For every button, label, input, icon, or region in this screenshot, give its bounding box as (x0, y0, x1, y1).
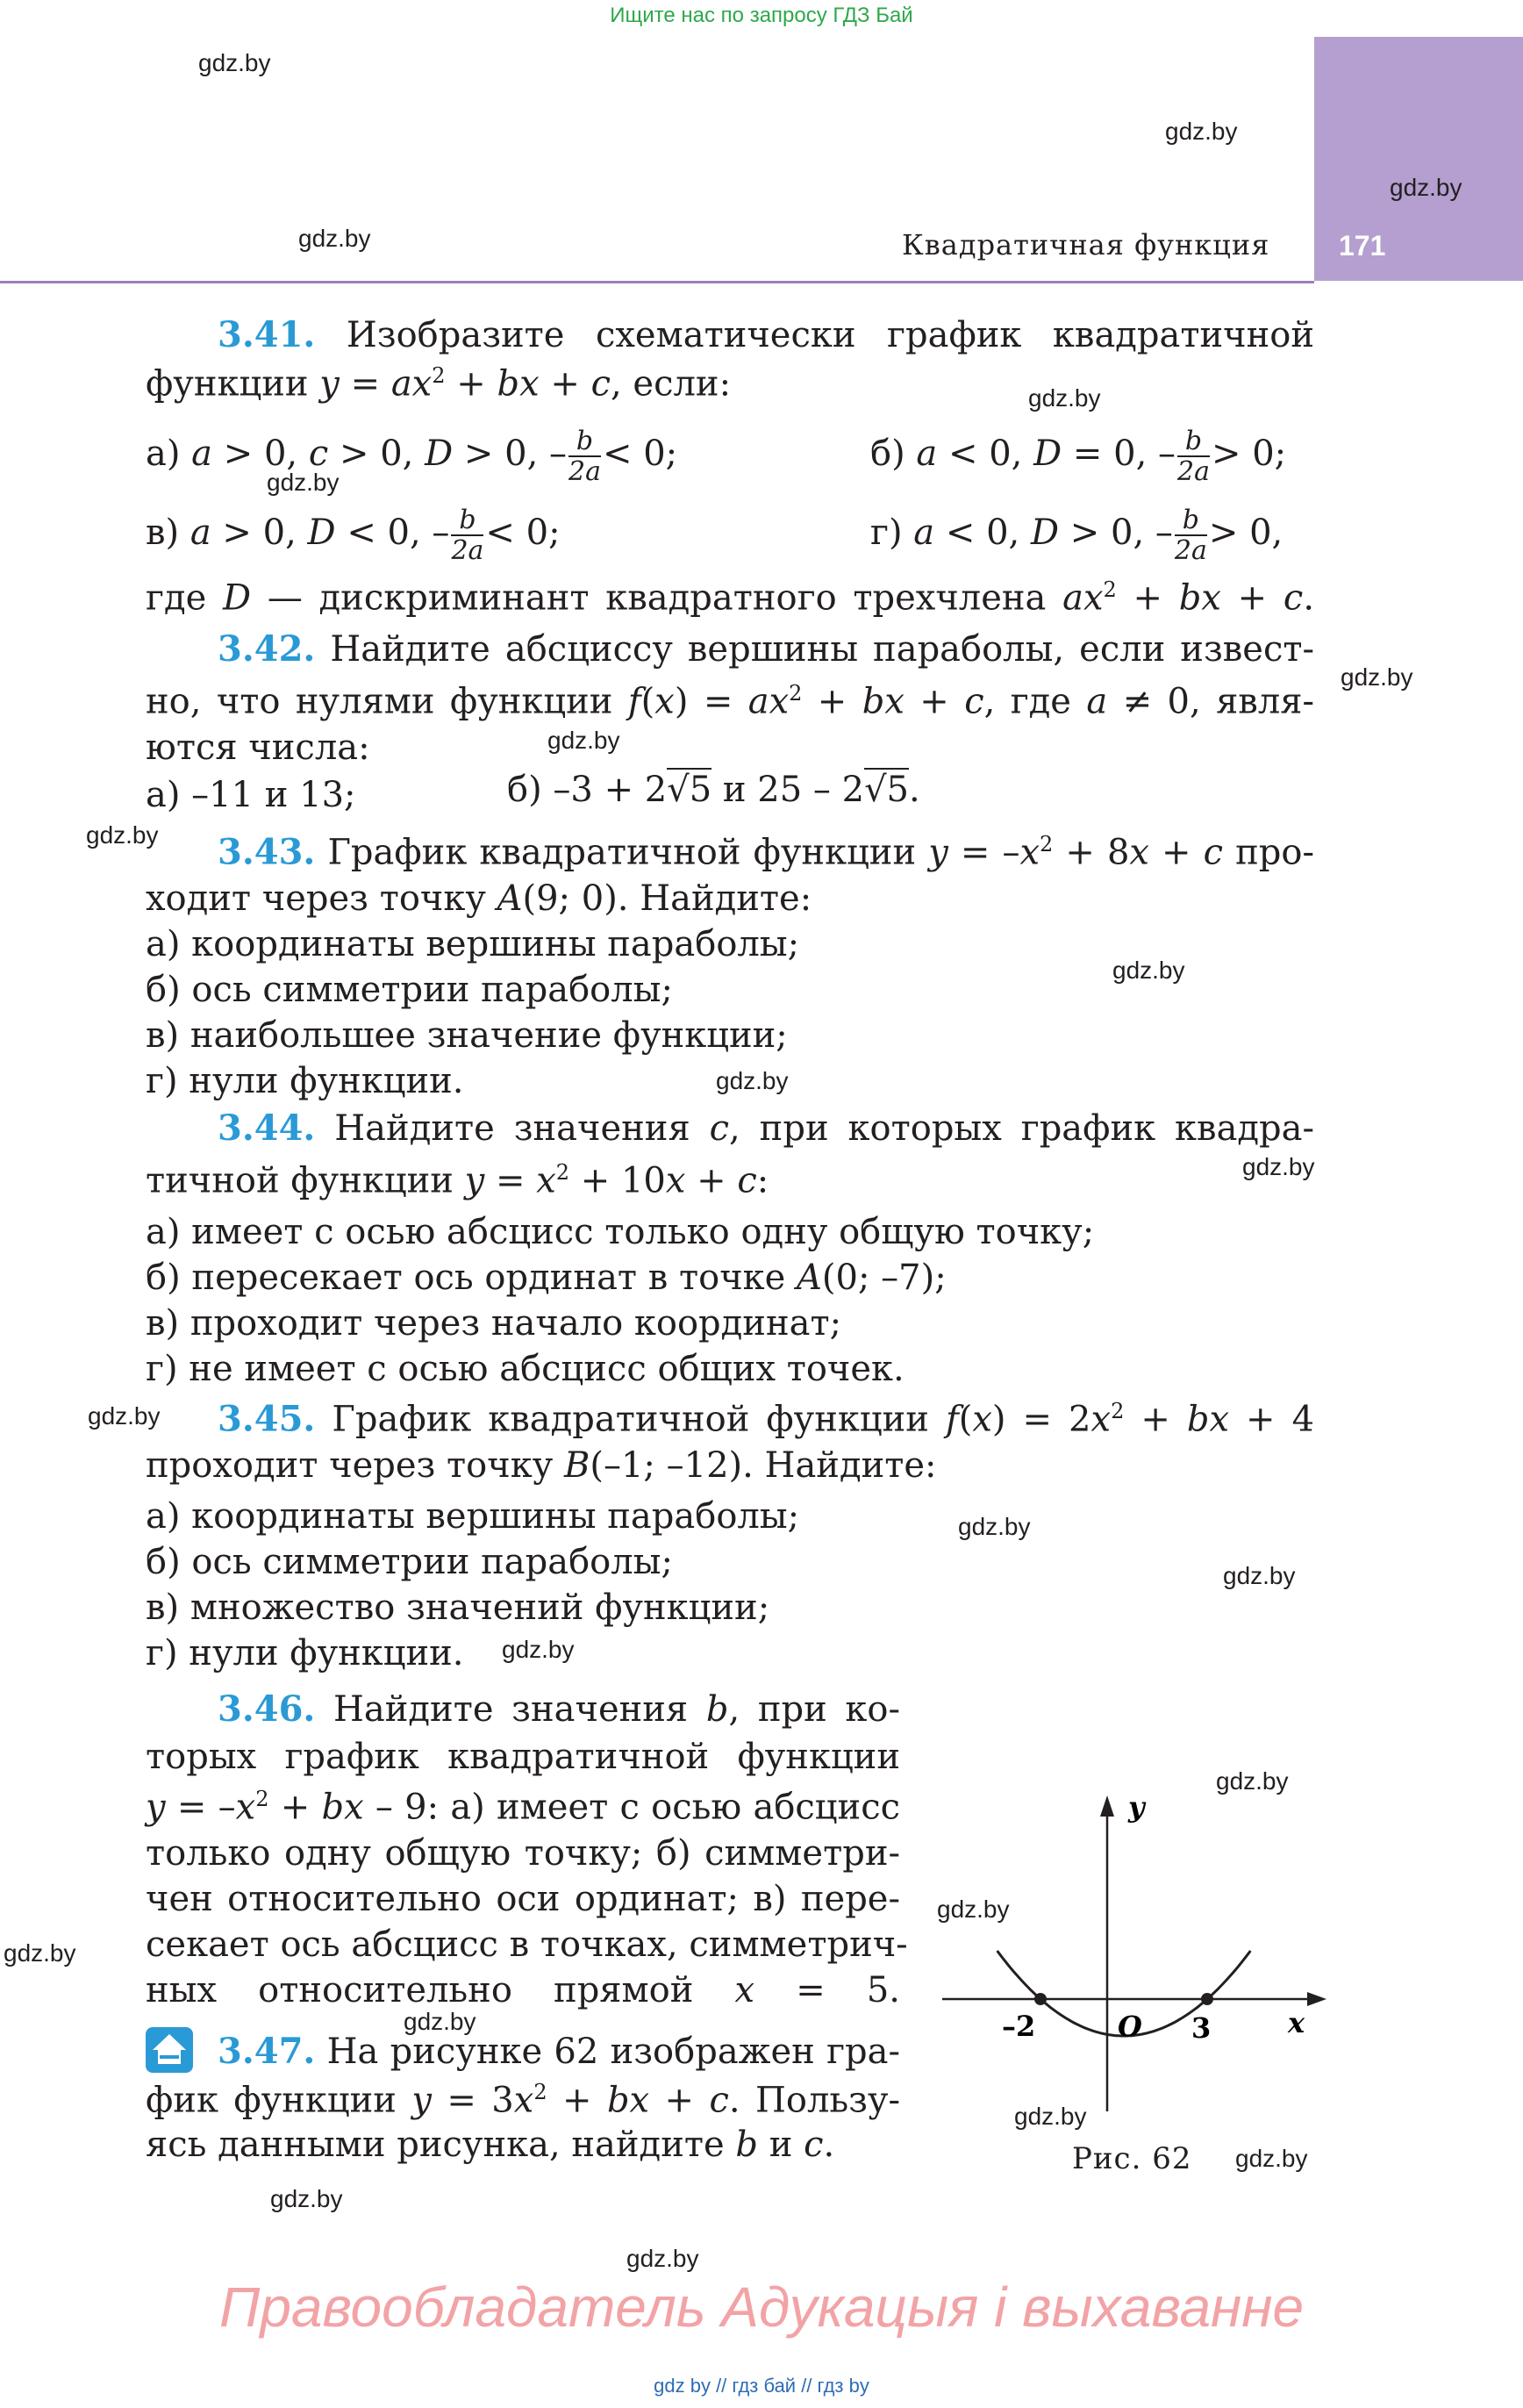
text: б) пересекает ось ординат в точке (146, 1258, 797, 1298)
item-label: г) (870, 512, 903, 553)
watermark: gdz.by (1341, 663, 1413, 691)
x-axis-label: x (1288, 2006, 1305, 2039)
watermark: gdz.by (1235, 2145, 1308, 2172)
problem-3-45-item: б) ось симметрии параболы; (146, 1542, 673, 1582)
text: , при которых график квадра- (729, 1108, 1315, 1149)
watermark: gdz.by (1216, 1767, 1289, 1795)
watermark: gdz.by (270, 2185, 343, 2212)
watermark: gdz.by (1223, 1562, 1296, 1589)
problem-3-42-line-3: ются числа: (146, 727, 370, 768)
fraction: $\frac{b}{2a}$ (568, 426, 601, 487)
watermark: gdz.by (1028, 384, 1101, 412)
parabola-figure (930, 1781, 1334, 2132)
watermark: gdz.by (298, 225, 371, 252)
problem-number: 3.44. (218, 1107, 316, 1149)
watermark: gdz.by (1112, 957, 1185, 984)
origin-label: O (1118, 2010, 1142, 2043)
watermark: gdz.by (88, 1402, 161, 1430)
problem-number: 3.47. (218, 2031, 316, 2072)
text: функции (146, 363, 309, 405)
problem-3-44-line-1: 3.44. Найдите значения c, при которых график квадра- (218, 1107, 1315, 1149)
problem-number: 3.41. (218, 314, 316, 355)
text: Найдите значения (334, 1108, 690, 1149)
problem-3-45-item: в) множество значений функции; (146, 1587, 770, 1628)
problem-3-41-line-2: функции $y = ax^2$ + bx + c, если: (146, 363, 732, 405)
text: Найдите абсциссу вершины параболы, если извест- (330, 629, 1315, 670)
y-axis-label: y (1128, 1790, 1145, 1824)
problem-3-41-line-1 (146, 314, 1315, 355)
problem-3-42-item-b: б) –3 + 2√5 и 25 – 2√5. (507, 770, 920, 810)
problem-3-47-line-1 (146, 2031, 900, 2072)
watermark: gdz.by (626, 2245, 699, 2272)
text: тичной функции (146, 1160, 454, 1201)
problem-3-41-item-g: г) a < 0, D > 0, – $\frac{b}{2a}$ > 0, (870, 505, 1283, 566)
watermark: gdz.by (404, 2008, 476, 2035)
problem-number: 3.46. (218, 1688, 316, 1730)
problem-3-43-line-1: 3.43. График квадратичной функции $y = -x^2 + 8x + c$ про- (218, 831, 1314, 873)
root-point-right (1201, 1993, 1213, 2005)
text: ных относительно прямой (146, 1970, 694, 2010)
problem-3-44-item: б) пересекает ось ординат в точке A(0; –7); (146, 1258, 947, 1298)
text: и 25 – 2 (711, 770, 865, 810)
watermark: gdz.by (1390, 174, 1462, 201)
text: : а) имеет с осью абсцисс (426, 1787, 900, 1828)
text: Найдите значения (333, 1689, 689, 1730)
problem-3-44-line-2: тичной функции $y = x^2 + 10x + c$: (146, 1160, 769, 1201)
fraction: $\frac{b}{2a}$ (1174, 505, 1207, 566)
running-title: Квадратичная функция (902, 228, 1270, 262)
problem-3-46-line-2: торых график квадратичной функции (146, 1737, 900, 1777)
text: про- (1235, 832, 1314, 873)
text: — дискриминант квадратного трехчлена (267, 577, 1047, 619)
problem-number: 3.45. (218, 1398, 316, 1440)
text: проходит через точку (146, 1445, 554, 1486)
problem-3-46-line-4: только одну общую точку; б) симметри- (146, 1833, 900, 1874)
problem-3-45-item: а) координаты вершины параболы; (146, 1496, 800, 1537)
x-axis-arrow (1307, 1992, 1326, 2006)
figure-caption: Рис. 62 (1072, 2141, 1192, 2176)
text: но, что нулями функции (146, 681, 613, 722)
footer-links[interactable]: gdz by // гдз бай // гдз by (654, 2375, 869, 2397)
fraction: $\frac{b}{2a}$ (1177, 426, 1210, 487)
text: . (909, 770, 920, 810)
problem-3-45-item: г) нули функции. (146, 1633, 464, 1673)
problem-3-45-line-1: 3.45. График квадратичной функции $f(x) = 2x^2$ + bx + 4 (218, 1398, 1315, 1440)
problem-3-45-line-2: проходит через точку B(–1; –12). Найдите: (146, 1445, 937, 1486)
watermark: gdz.by (1242, 1153, 1315, 1180)
problem-3-41-item-v: в) a > 0, D < 0, – $\frac{b}{2a}$ < 0; (146, 505, 561, 566)
problem-3-41-item-a: а) a > 0, c > 0, D > 0, – $\frac{b}{2a}$ < 0; (146, 426, 678, 487)
text: и (769, 2125, 793, 2165)
root-right-label: 3 (1191, 2011, 1212, 2045)
problem-3-42-line-2: но, что нулями функции $f(x) = ax^2$ + bx + c, где a ≠ 0, явля- (146, 681, 1314, 722)
fraction: $\frac{b}{2a}$ (451, 505, 484, 566)
watermark: gdz.by (937, 1896, 1010, 1923)
root-left-label: –2 (1002, 2010, 1036, 2043)
text: , при ко- (728, 1689, 901, 1730)
watermark: gdz.by (198, 49, 271, 76)
problem-3-46-line-7: ных относительно прямой x = 5. (146, 1970, 901, 2010)
item-label: б) (870, 434, 905, 474)
problem-3-47-line-3: ясь данными рисунка, найдите b и c. (146, 2125, 835, 2165)
problem-number: 3.42. (218, 628, 316, 670)
problem-3-44-item: а) имеет с осью абсцисс только одну общую точку; (146, 1212, 1095, 1252)
text: На рисунке 62 изображен гра- (326, 2032, 900, 2072)
page-number: 171 (1339, 230, 1386, 262)
text: где (146, 577, 207, 619)
problem-number: 3.43. (218, 831, 316, 873)
header-rule (0, 281, 1314, 283)
text: График квадратичной функции (332, 1399, 929, 1440)
problem-3-41-tail: где D — дискриминант квадратного трехчлена $ax^2$ + bx + c. (146, 577, 1315, 619)
watermark: gdz.by (958, 1513, 1031, 1540)
problem-3-47-line-2: фик функции $y = 3x^2$ + bx + c. Пользу- (146, 2080, 901, 2121)
text: фик функции (146, 2080, 397, 2121)
problem-3-46-line-3: $y = -x^2$ + bx – 9: а) имеет с осью абсцисс (146, 1787, 900, 1828)
problem-3-42-line-1 (146, 628, 1315, 670)
problem-3-44-item: в) проходит через начало координат; (146, 1303, 842, 1344)
watermark: gdz.by (502, 1636, 575, 1663)
problem-3-46-line-1: 3.46. Найдите значения b, при ко- (218, 1688, 901, 1730)
problem-3-46-line-5: чен относительно оси ординат; в) пере- (146, 1879, 900, 1919)
problem-3-43-line-2: ходит через точку A(9; 0). Найдите: (146, 878, 812, 919)
text: График квадратичной функции (327, 832, 917, 873)
watermark: gdz.by (86, 821, 159, 849)
watermark: gdz.by (716, 1067, 789, 1094)
item-label: а) (146, 434, 181, 474)
text: б) –3 + 2 (507, 770, 668, 810)
text: , где (983, 681, 1071, 722)
y-axis-arrow (1100, 1795, 1114, 1817)
copyright-notice: Правообладатель Адукацыя і выхаванне (218, 2275, 1305, 2339)
watermark: gdz.by (547, 727, 620, 754)
problem-3-46-line-6: секает ось абсцисс в точках, симметрич- (146, 1924, 908, 1965)
text: . Пользу- (728, 2080, 901, 2121)
text: ясь данными рисунка, найдите (146, 2125, 725, 2165)
problem-3-43-item: а) координаты вершины параболы; (146, 924, 800, 964)
text: ходит через точку (146, 878, 486, 919)
watermark: gdz.by (1165, 118, 1238, 145)
item-label: в) (146, 512, 180, 553)
text: (9; 0). Найдите: (522, 878, 812, 919)
text: (0; –7); (821, 1258, 947, 1298)
problem-3-44-item: г) не имеет с осью абсцисс общих точек. (146, 1349, 905, 1389)
problem-3-43-item: г) нули функции. (146, 1061, 464, 1101)
text: (–1; –12). Найдите: (590, 1445, 937, 1486)
text: , явля- (1189, 681, 1314, 722)
text: Изобразите схематически график квадратичной (346, 315, 1315, 355)
text: , если: (611, 363, 732, 405)
watermark: gdz.by (4, 1939, 76, 1967)
root-point-left (1034, 1993, 1047, 2005)
problem-3-42-item-a: а) –11 и 13; (146, 775, 356, 815)
watermark: gdz.by (267, 469, 340, 496)
watermark: gdz.by (1014, 2103, 1087, 2130)
problem-3-43-item: в) наибольшее значение функции; (146, 1015, 788, 1056)
problem-3-41-item-b: б) a < 0, D = 0, – $\frac{b}{2a}$ > 0; (870, 426, 1287, 487)
problem-3-43-item: б) ось симметрии параболы; (146, 970, 673, 1010)
top-banner[interactable]: Ищите нас по запросу ГДЗ Бай (610, 4, 913, 27)
